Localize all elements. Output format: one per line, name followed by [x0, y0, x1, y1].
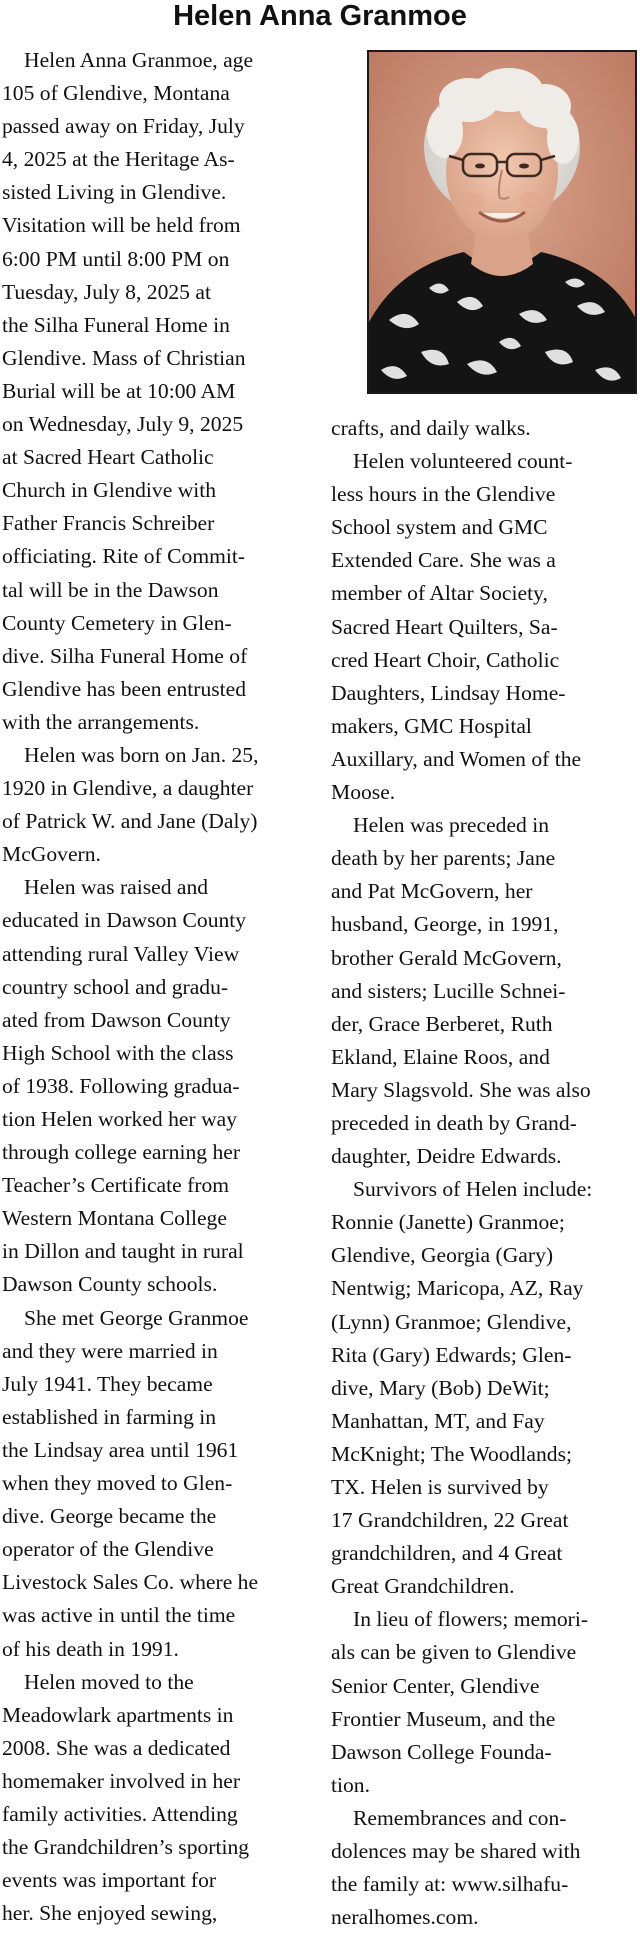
obituary-paragraph — [2, 739, 306, 871]
portrait-image — [369, 52, 635, 392]
obituary-paragraph — [331, 1173, 638, 1603]
text-line: Glendive has been entrusted — [2, 676, 247, 701]
text-line: dive. George became the — [2, 1504, 217, 1529]
obituary-paragraph — [2, 871, 306, 1301]
text-line: officiating. Rite of Commit- — [2, 544, 246, 569]
text-line: Sacred Heart Quilters, Sa- — [331, 614, 558, 639]
right-column — [331, 412, 638, 1934]
text-line: of Patrick W. and Jane (Daly) — [2, 809, 258, 834]
obituary-title: Helen Anna Granmoe — [173, 0, 467, 32]
text-line: Survivors of Helen include: — [353, 1177, 593, 1202]
text-line: 4, 2025 at the Heritage As- — [2, 147, 235, 172]
text-line: the Lindsay area until 1961 — [2, 1437, 239, 1462]
text-line: Mary Slagsvold. She was also — [331, 1077, 591, 1102]
text-line: Great Grandchildren. — [331, 1574, 515, 1599]
text-line: tion. — [331, 1772, 370, 1797]
text-line: Daughters, Lindsay Home- — [331, 680, 566, 705]
text-line: family activities. Attending — [2, 1801, 238, 1826]
text-line: in Dillon and taught in rural — [2, 1239, 244, 1264]
left-column — [2, 44, 306, 1930]
text-line: the Grandchildren’s sporting — [2, 1835, 250, 1860]
text-line: and sisters; Lucille Schnei- — [331, 978, 566, 1003]
text-line: 105 of Glendive, Montana — [2, 81, 230, 106]
text-line: Nentwig; Maricopa, AZ, Ray — [331, 1276, 584, 1301]
text-line: and they were married in — [2, 1338, 218, 1363]
text-line: McGovern. — [2, 842, 101, 867]
text-line: Moose. — [331, 780, 396, 805]
text-line: 17 Grandchildren, 22 Great — [331, 1508, 569, 1533]
text-line: husband, George, in 1991, — [331, 912, 559, 937]
text-line: events was important for — [2, 1868, 217, 1893]
obituary-paragraph — [331, 1802, 638, 1934]
text-line: McKnight; The Woodlands; — [331, 1441, 572, 1466]
text-line: 1920 in Glendive, a daughter — [2, 776, 254, 801]
text-line: High School with the class — [2, 1040, 234, 1065]
text-line: Extended Care. She was a — [331, 548, 556, 573]
text-line: Helen Anna Granmoe, age — [24, 48, 254, 72]
text-line: dive. Silha Funeral Home of — [2, 643, 248, 668]
text-line: brother Gerald McGovern, — [331, 945, 562, 970]
text-line: der, Grace Berberet, Ruth — [331, 1011, 553, 1036]
text-line: was active in until the time — [2, 1603, 236, 1628]
text-line: Ekland, Elaine Roos, and — [331, 1044, 550, 1069]
text-line: Rita (Gary) Edwards; Glen- — [331, 1342, 572, 1367]
text-line: Remembrances and con- — [353, 1805, 567, 1830]
text-line: neralhomes.com. — [331, 1905, 479, 1930]
text-line: makers, GMC Hospital — [331, 713, 532, 738]
text-line: Glendive, Georgia (Gary) — [331, 1243, 554, 1268]
text-line: at Sacred Heart Catholic — [2, 445, 214, 470]
text-line: July 1941. They became — [2, 1371, 213, 1396]
text-line: Father Francis Schreiber — [2, 511, 215, 536]
text-line: 2008. She was a dedicated — [2, 1735, 231, 1760]
text-line: of 1938. Following gradua- — [2, 1073, 240, 1098]
obituary-paragraph — [331, 1603, 638, 1802]
text-line: country school and gradu- — [2, 974, 229, 999]
text-line: Visitation will be held from — [2, 213, 241, 238]
text-line: als can be given to Glendive — [331, 1640, 577, 1665]
text-line: Livestock Sales Co. where he — [2, 1570, 259, 1595]
text-line: cred Heart Choir, Catholic — [331, 647, 560, 672]
text-line: of his death in 1991. — [2, 1636, 179, 1661]
text-line: dolences may be shared with — [331, 1839, 581, 1864]
text-line: Helen was preceded in — [353, 813, 550, 838]
text-line: Auxillary, and Women of the — [331, 746, 582, 771]
text-line: Teacher’s Certificate from — [2, 1173, 230, 1198]
text-line: established in farming in — [2, 1404, 217, 1429]
text-line: daughter, Deidre Edwards. — [331, 1144, 562, 1169]
text-line: Dawson College Founda- — [331, 1739, 552, 1764]
text-line: Western Montana College — [2, 1206, 227, 1231]
text-line: less hours in the Glendive — [331, 482, 556, 507]
text-line: Helen moved to the — [24, 1669, 194, 1694]
text-line: sisted Living in Glendive. — [2, 180, 227, 205]
obituary-paragraph — [331, 412, 638, 445]
obituary-paragraph — [331, 445, 638, 809]
text-line: Senior Center, Glendive — [331, 1673, 540, 1698]
text-line: educated in Dawson County — [2, 908, 247, 933]
text-line: Dawson County schools. — [2, 1272, 218, 1297]
obituary-paragraph — [331, 809, 638, 1173]
obituary-paragraph — [2, 1302, 306, 1666]
text-line: TX. Helen is survived by — [331, 1475, 549, 1499]
text-line: death by her parents; Jane — [331, 846, 556, 871]
text-line: Church in Glendive with — [2, 478, 217, 503]
text-line: (Lynn) Granmoe; Glendive, — [331, 1309, 572, 1334]
text-line: through college earning her — [2, 1140, 241, 1165]
text-line: Frontier Museum, and the — [331, 1706, 556, 1731]
text-line: Helen was raised and — [24, 875, 209, 900]
text-line: member of Altar Society, — [331, 581, 548, 606]
text-line: homemaker involved in her — [2, 1768, 241, 1793]
obituary-paragraph — [2, 44, 306, 739]
text-line: In lieu of flowers; memori- — [353, 1607, 589, 1632]
obituary-paragraph — [2, 1666, 306, 1931]
text-line: crafts, and daily walks. — [331, 416, 531, 440]
text-line: the Silha Funeral Home in — [2, 312, 230, 337]
text-line: passed away on Friday, July — [2, 114, 245, 139]
text-line: Helen was born on Jan. 25, — [24, 742, 259, 767]
text-line: when they moved to Glen- — [2, 1471, 233, 1496]
text-line: School system and GMC — [331, 515, 548, 540]
text-line: tal will be in the Dawson — [2, 577, 219, 602]
text-line: the family at: www.silhafu- — [331, 1872, 569, 1897]
text-line: with the arrangements. — [2, 709, 200, 734]
portrait-photo — [367, 50, 637, 394]
text-line: ated from Dawson County — [2, 1007, 231, 1032]
text-line: her. She enjoyed sewing, — [2, 1901, 218, 1926]
text-line: Meadowlark apartments in — [2, 1702, 234, 1727]
text-line: Helen volunteered count- — [353, 449, 573, 474]
text-line: grandchildren, and 4 Great — [331, 1541, 563, 1566]
text-line: Glendive. Mass of Christian — [2, 345, 246, 370]
text-line: operator of the Glendive — [2, 1537, 214, 1562]
text-line: Burial will be at 10:00 AM — [2, 378, 236, 403]
text-line: on Wednesday, July 9, 2025 — [2, 412, 244, 437]
text-line: She met George Granmoe — [24, 1305, 249, 1330]
text-line: Tuesday, July 8, 2025 at — [2, 279, 211, 304]
text-line: Manhattan, MT, and Fay — [331, 1408, 545, 1433]
text-line: preceded in death by Grand- — [331, 1110, 577, 1135]
text-line: Ronnie (Janette) Granmoe; — [331, 1210, 565, 1235]
text-line: and Pat McGovern, her — [331, 879, 533, 904]
text-line: 6:00 PM until 8:00 PM on — [2, 246, 230, 271]
text-line: tion Helen worked her way — [2, 1107, 238, 1131]
text-line: attending rural Valley View — [2, 941, 240, 966]
text-line: County Cemetery in Glen- — [2, 610, 232, 635]
text-line: dive, Mary (Bob) DeWit; — [331, 1375, 550, 1400]
